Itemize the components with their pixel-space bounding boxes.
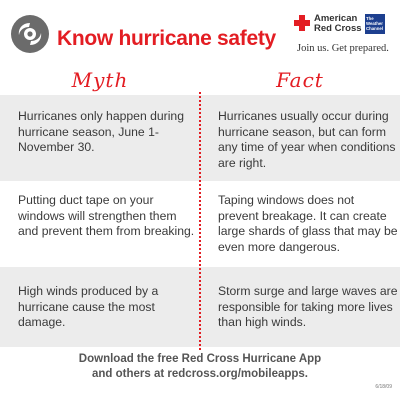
weather-channel-logo: The Weather Channel bbox=[365, 14, 385, 34]
myth-text: High winds produced by a hurricane cause the most damage. bbox=[18, 284, 159, 329]
fact-text: Taping windows does not prevent breakage. It can create large shards of glass that may be even more dangerous. bbox=[218, 193, 398, 254]
partner-logos bbox=[286, 12, 396, 58]
red-cross-logo-text: American Red Cross bbox=[314, 13, 362, 34]
fact-text: Storm surge and large waves are responsible for taking more lives than high winds. bbox=[218, 284, 398, 329]
page-title: Know hurricane safety bbox=[57, 27, 276, 50]
myth-heading: Myth bbox=[71, 68, 129, 92]
hurricane-icon bbox=[11, 15, 49, 53]
tagline: Join us. Get prepared. bbox=[297, 43, 389, 54]
header bbox=[0, 0, 400, 64]
fact-text: Hurricanes usually occur during hurricane season, but can form any time of year when conditions are right. bbox=[218, 109, 396, 170]
footer-line: Download the free Red Cross Hurricane App bbox=[78, 353, 322, 365]
footer-line: and others at redcross.org/mobileapps. bbox=[92, 368, 308, 380]
myth-text: Hurricanes only happen during hurricane season, June 1-November 30. bbox=[18, 109, 184, 154]
myth-text: Putting duct tape on your windows will strengthen them and prevent them from breaking. bbox=[18, 193, 195, 238]
print-code: 6/18/09 bbox=[375, 384, 392, 390]
footer bbox=[0, 352, 400, 382]
red-cross-icon bbox=[294, 15, 310, 31]
column-divider bbox=[199, 92, 201, 350]
fact-heading: Fact bbox=[276, 68, 324, 92]
